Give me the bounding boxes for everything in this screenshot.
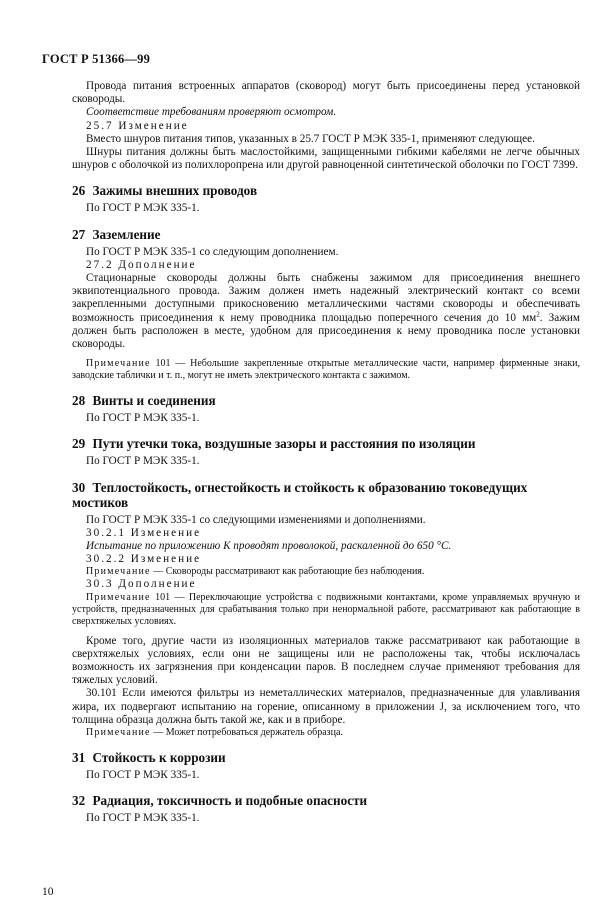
paragraph-27-2-end: . Зажим должен быть расположен в месте, удобном для присоединения к нему проводника после установки сковороды.: [72, 311, 580, 351]
section-number: 30: [72, 479, 86, 495]
clause-30-2-2-label: 30.2.2 Изменение: [86, 553, 202, 566]
note-27-2: [72, 358, 580, 382]
note-30-101: [72, 727, 580, 739]
section-number: 31: [72, 750, 86, 766]
clause-27-2-label: 27.2 Дополнение: [86, 258, 197, 271]
note-30-3: [72, 592, 580, 628]
clause-30-3-label: 30.3 Дополнение: [86, 578, 197, 591]
paragraph-27-2-main: Стационарные сковороды должны быть снабжены зажимом для присоединения внешнего эквипотенциального провода. Зажим должен иметь надежный электрический контакт со всеми закрепленными доступными прикосновению металлическими частями сковороды и обеспечивать возможность присоединения к нему проводника площадью поперечного сечения до 10 мм: [72, 272, 580, 324]
paragraph-27-2: [72, 272, 580, 351]
section-28-text: По ГОСТ Р МЭК 335-1.: [86, 412, 200, 425]
note-label: Примечание: [86, 566, 151, 578]
clause-30-2-1-label: 30.2.1 Изменение: [86, 526, 202, 539]
section-title: Винты и соединения: [92, 393, 216, 409]
superscript-2: 2: [536, 309, 540, 318]
section-title: Зажимы внешних проводов: [92, 183, 258, 199]
section-number: 26: [72, 183, 86, 199]
clause-25-7-label: 25.7 Изменение: [86, 119, 189, 132]
section-32-heading: [72, 793, 580, 808]
paragraph-cords-requirements: Шнуры питания должны быть маслостойкими, защищенными гибкими кабелями не легче обычных шнуров с оболочкой из полихлоропрена или другой равноценной синтетической оболочки по ГОСТ 7399.: [72, 146, 580, 172]
section-number: 27: [72, 226, 86, 242]
section-title: Заземление: [92, 226, 161, 242]
note-label: Примечание: [86, 727, 151, 739]
note-label: Примечание: [86, 591, 151, 603]
page-content: [72, 80, 580, 826]
paragraph-30-3: Кроме того, другие части из изоляционных материалов также рассматривают как работающие в сверхтяжелых условиях, если они не защищены или не расположены так, чтобы исключалась возможность их загрязнения при конденсации паров. В последнем случае применяют требования для тяжелых условий.: [72, 634, 580, 687]
section-26-text: По ГОСТ Р МЭК 335-1.: [86, 202, 200, 215]
paragraph-compliance-check: Соответствие требованиям проверяют осмотром.: [86, 106, 337, 119]
section-30-text: По ГОСТ Р МЭК 335-1 со следующими изменениями и дополнениями.: [86, 513, 426, 526]
paragraph-instead-of-cords: Вместо шнуров питания типов, указанных в 25.7 ГОСТ Р МЭК 335-1, применяют следующее.: [86, 132, 535, 145]
section-28-heading: [72, 393, 580, 408]
section-32-text: По ГОСТ Р МЭК 335-1.: [86, 812, 200, 825]
section-31-heading: [72, 750, 580, 765]
note-text: — Сковороды рассматривают как работающие без наблюдения.: [153, 566, 425, 578]
paragraph-supply-wires: Провода питания встроенных аппаратов (сковород) могут быть присоединены перед установкой сковороды.: [72, 80, 580, 106]
section-27-text: По ГОСТ Р МЭК 335-1 со следующим дополнением.: [86, 245, 339, 258]
note-30-2-2: [72, 566, 580, 578]
section-title: Теплостойкость, огнестойкость и стойкость к образованию токоведущих мостиков: [72, 479, 528, 510]
section-26-heading: [72, 183, 580, 198]
note-text: — Может потребоваться держатель образца.: [153, 727, 343, 739]
section-31-text: По ГОСТ Р МЭК 335-1.: [86, 769, 200, 782]
paragraph-30-101: 30.101 Если имеются фильтры из неметаллических материалов, предназначенные для улавливания жира, их подвергают испытанию на горение, описанному в приложении J, за исключением того, что толщина образца должна быть такой же, как и в приборе.: [72, 687, 580, 726]
section-27-heading: [72, 227, 580, 242]
note-text: 101 — Небольшие закрепленные открытые металлические части, например фирменные знаки, заводские таблички и т. п., могут не иметь электрического контакта с зажимом.: [72, 358, 581, 382]
section-29-heading: [72, 436, 580, 451]
note-label: Примечание: [86, 358, 151, 370]
page-number: 10: [42, 886, 54, 898]
paragraph-30-2-1: Испытание по приложению К проводят проволокой, раскаленной до 650 °С.: [86, 540, 452, 553]
section-number: 32: [72, 793, 86, 809]
section-30-heading: [72, 480, 580, 510]
section-title: Стойкость к коррозии: [92, 750, 226, 766]
section-title: Пути утечки тока, воздушные зазоры и расстояния по изоляции: [92, 436, 476, 452]
section-number: 29: [72, 436, 86, 452]
section-title: Радиация, токсичность и подобные опасности: [92, 793, 368, 809]
section-29-text: По ГОСТ Р МЭК 335-1.: [86, 455, 200, 468]
document-code-header: ГОСТ Р 51366—99: [42, 52, 151, 66]
section-number: 28: [72, 393, 86, 409]
note-text: 101 — Переключающие устройства с подвижными контактами, кроме управляемых вручную и устройств, предназначенных для срабатывания только при ненормальной работе, рассматривают как работающие в сверхтяжелых условиях.: [72, 591, 581, 627]
